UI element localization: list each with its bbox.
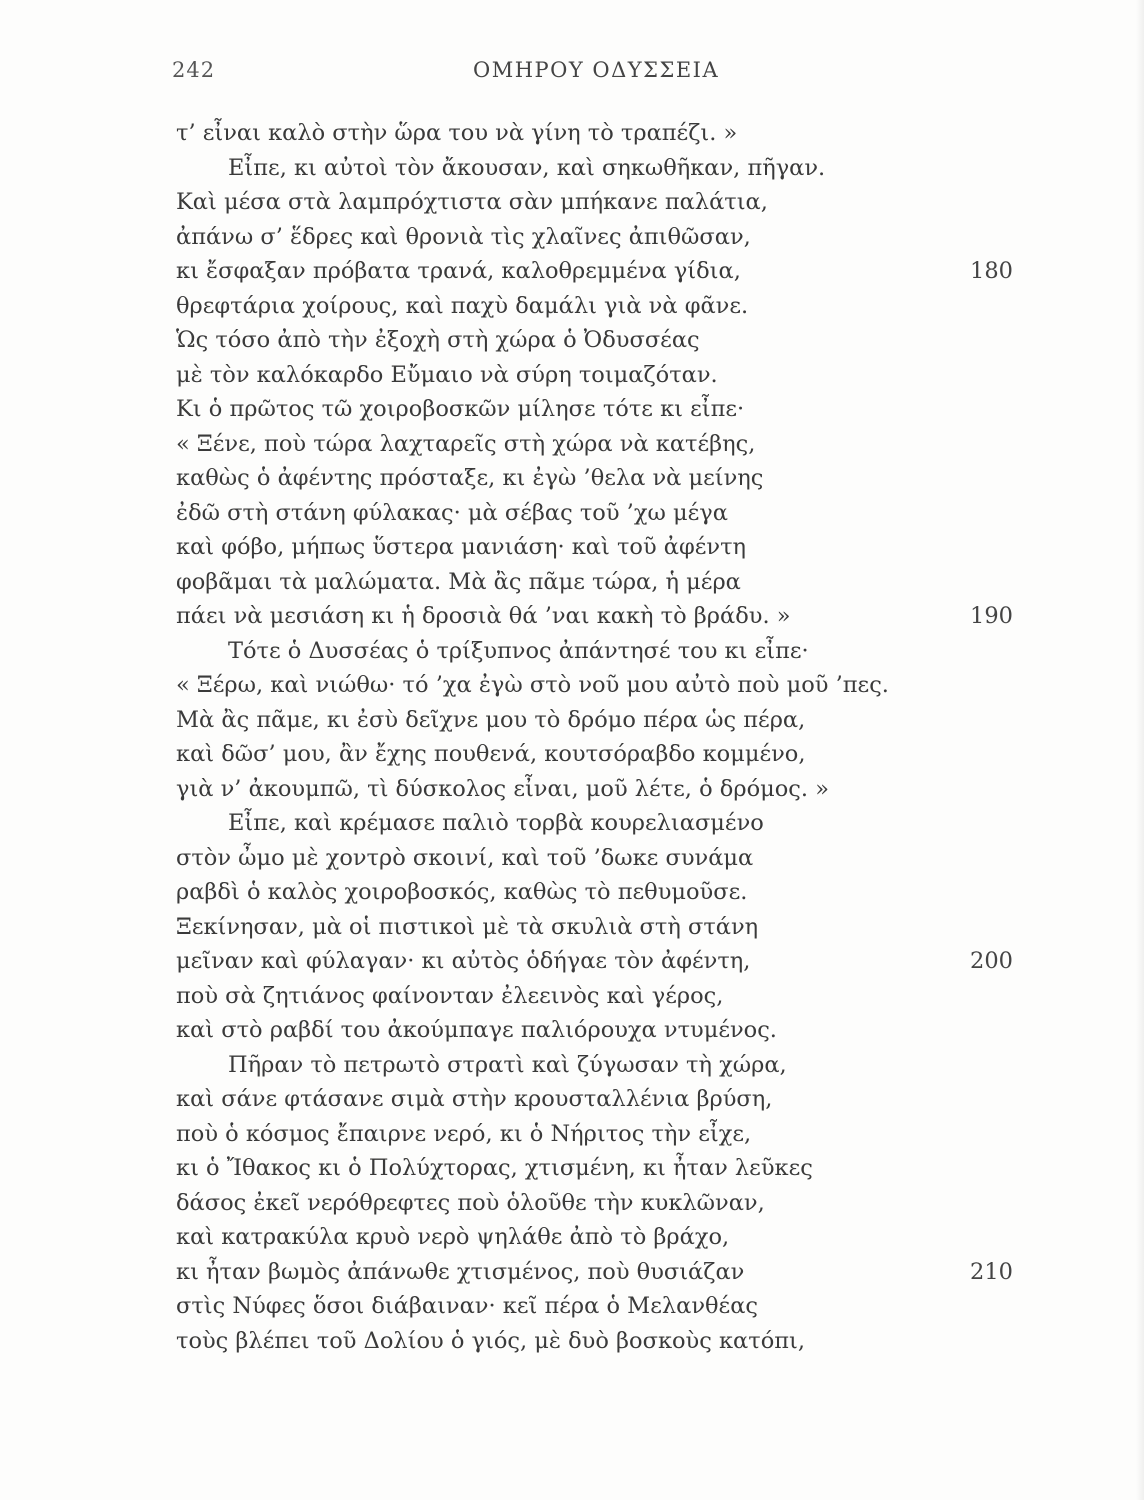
line-number: 180 bbox=[970, 258, 1013, 284]
verse-line bbox=[176, 634, 1056, 669]
verse-line bbox=[176, 1324, 1056, 1359]
verse-text: ἐδῶ στὴ στάνη φύλακας· μὰ σέβας τοῦ ’χω μέγα bbox=[176, 499, 728, 526]
line-number: 200 bbox=[970, 948, 1013, 974]
verse-text: κι ὁ Ἴθακος κι ὁ Πολύχτορας, χτισμένη, κι ἦταν λεῦκες bbox=[176, 1155, 813, 1181]
verse-line bbox=[176, 703, 1056, 738]
verse-line bbox=[176, 358, 1056, 393]
verse-line bbox=[176, 1220, 1056, 1255]
verse-text: καὶ φόβο, μήπως ὕστερα μανιάση· καὶ τοῦ ἀφέντη bbox=[176, 534, 747, 560]
verse-line bbox=[176, 1048, 1056, 1083]
verse-line bbox=[176, 806, 1056, 841]
verse-line bbox=[176, 496, 1056, 531]
verse-line bbox=[176, 1151, 1056, 1186]
verse-line bbox=[176, 427, 1056, 462]
verse-text: « Ξένε, ποὺ τώρα λαχταρεῖς στὴ χώρα νὰ κατέβης, bbox=[176, 430, 756, 457]
page-edge bbox=[1136, 0, 1144, 1500]
verse-text: ποὺ ὁ κόσμος ἔπαιρνε νερό, κι ὁ Νήριτος τὴν εἶχε, bbox=[176, 1120, 752, 1147]
verse-line bbox=[176, 910, 1056, 945]
verse-text: στὶς Νύφες ὅσοι διάβαιναν· κεῖ πέρα ὁ Μελανθέας bbox=[176, 1293, 759, 1319]
verse-line bbox=[176, 530, 1056, 565]
verse-text: Τότε ὁ Δυσσέας ὁ τρίξυπνος ἀπάντησέ του κι εἶπε· bbox=[228, 637, 809, 664]
verse-line bbox=[176, 1082, 1056, 1117]
verse-line bbox=[176, 1289, 1056, 1324]
running-title: ΟΜΗΡΟΥ ΟΔΥΣΣΕΙΑ bbox=[473, 58, 720, 82]
verse-text: Ὡς τόσο ἀπὸ τὴν ἐξοχὴ στὴ χώρα ὁ Ὀδυσσέας bbox=[176, 327, 700, 353]
verse-text: δάσος ἐκεῖ νερόθρεφτες ποὺ ὁλοῦθε τὴν κυκλῶναν, bbox=[176, 1189, 765, 1216]
verse-text: ποὺ σὰ ζητιάνος φαίνονταν ἐλεεινὸς καὶ γέρος, bbox=[176, 982, 724, 1009]
verse-text: πάει νὰ μεσιάση κι ἡ δροσιὰ θά ’ναι κακὴ τὸ βράδυ. » bbox=[176, 603, 791, 629]
verse-text: καθὼς ὁ ἀφέντης πρόσταξε, κι ἐγὼ ’θελα νὰ μείνης bbox=[176, 465, 764, 491]
verse-text: μὲ τὸν καλόκαρδο Εὔμαιο νὰ σύρη τοιμαζόταν. bbox=[176, 361, 718, 388]
verse-line bbox=[176, 116, 1056, 151]
verse-line bbox=[176, 1117, 1056, 1152]
verse-text: Κι ὁ πρῶτος τῶ χοιροβοσκῶν μίλησε τότε κι εἶπε· bbox=[176, 396, 745, 422]
verse-text: Μὰ ἂς πᾶμε, κι ἐσὺ δεῖχνε μου τὸ δρόμο πέρα ὡς πέρα, bbox=[176, 706, 806, 733]
verse-text: καὶ στὸ ραβδί του ἀκούμπαγε παλιόρουχα ντυμένος. bbox=[176, 1017, 777, 1043]
verse-text: κι ἦταν βωμὸς ἀπάνωθε χτισμένος, ποὺ θυσιάζαν bbox=[176, 1258, 745, 1285]
verse-text: φοβᾶμαι τὰ μαλώματα. Μὰ ἂς πᾶμε τώρα, ἡ μέρα bbox=[176, 568, 741, 595]
verse-text: καὶ σάνε φτάσανε σιμὰ στὴν κρουσταλλένια βρύση, bbox=[176, 1086, 773, 1112]
verse-text: στὸν ὦμο μὲ χοντρὸ σκοινί, καὶ τοῦ ’δωκε συνάμα bbox=[176, 844, 754, 871]
verse-text: μεῖναν καὶ φύλαγαν· κι αὐτὸς ὁδήγαε τὸν ἀφέντη, bbox=[176, 948, 751, 974]
verse-text: καὶ δῶσ’ μου, ἂν ἔχης πουθενά, κουτσόραβδο κομμένο, bbox=[176, 741, 806, 767]
verse-line bbox=[176, 1013, 1056, 1048]
verse-text: τ’ εἶναι καλὸ στὴν ὥρα του νὰ γίνη τὸ τραπέζι. » bbox=[176, 120, 738, 146]
verse-line bbox=[176, 185, 1056, 220]
verse-line bbox=[176, 599, 1056, 634]
verse-text: « Ξέρω, καὶ νιώθω· τό ’χα ἐγὼ στὸ νοῦ μου αὐτὸ ποὺ μοῦ ’πες. bbox=[176, 672, 889, 698]
verse-text: κι ἔσφαξαν πρόβατα τρανά, καλοθρεμμένα γίδια, bbox=[176, 258, 741, 284]
verse-text: Εἶπε, καὶ κρέμασε παλιὸ τορβὰ κουρελιασμένο bbox=[228, 810, 764, 836]
page-number: 242 bbox=[172, 58, 216, 82]
verse-line bbox=[176, 565, 1056, 600]
verse-line bbox=[176, 151, 1056, 186]
line-number: 190 bbox=[970, 603, 1013, 629]
verse-text: Καὶ μέσα στὰ λαμπρόχτιστα σὰν μπήκανε παλάτια, bbox=[176, 189, 768, 215]
verse-line bbox=[176, 461, 1056, 496]
verse-line bbox=[176, 220, 1056, 255]
verse-text: Ξεκίνησαν, μὰ οἱ πιστικοὶ μὲ τὰ σκυλιὰ στὴ στάνη bbox=[176, 913, 759, 940]
poem-body bbox=[176, 116, 1056, 1358]
verse-line bbox=[176, 1255, 1056, 1290]
verse-text: Εἶπε, κι αὐτοὶ τὸν ἄκουσαν, καὶ σηκωθῆκαν, πῆγαν. bbox=[228, 154, 826, 181]
verse-line bbox=[176, 979, 1056, 1014]
verse-line bbox=[176, 1186, 1056, 1221]
line-number: 210 bbox=[970, 1258, 1013, 1285]
verse-text: γιὰ ν’ ἀκουμπῶ, τὶ δύσκολος εἶναι, μοῦ λέτε, ὁ δρόμος. » bbox=[176, 775, 829, 802]
verse-text: καὶ κατρακύλα κρυὸ νερὸ ψηλάθε ἀπὸ τὸ βράχο, bbox=[176, 1224, 730, 1250]
verse-text: ἀπάνω σ’ ἕδρες καὶ θρονιὰ τὶς χλαῖνες ἀπιθῶσαν, bbox=[176, 223, 751, 250]
page-header bbox=[0, 58, 1144, 88]
verse-text: ραβδὶ ὁ καλὸς χοιροβοσκός, καθὼς τὸ πεθυμοῦσε. bbox=[176, 879, 748, 905]
verse-line bbox=[176, 737, 1056, 772]
verse-text: Πῆραν τὸ πετρωτὸ στρατὶ καὶ ζύγωσαν τὴ χώρα, bbox=[228, 1051, 787, 1078]
verse-line bbox=[176, 944, 1056, 979]
verse-line bbox=[176, 254, 1056, 289]
verse-line bbox=[176, 392, 1056, 427]
verse-line bbox=[176, 323, 1056, 358]
verse-line bbox=[176, 875, 1056, 910]
verse-line bbox=[176, 289, 1056, 324]
verse-line bbox=[176, 668, 1056, 703]
verse-text: τοὺς βλέπει τοῦ Δολίου ὁ γιός, μὲ δυὸ βοσκοὺς κατόπι, bbox=[176, 1327, 806, 1354]
verse-line bbox=[176, 772, 1056, 807]
verse-text: θρεφτάρια χοίρους, καὶ παχὺ δαμάλι γιὰ νὰ φᾶνε. bbox=[176, 292, 749, 319]
verse-line bbox=[176, 841, 1056, 876]
